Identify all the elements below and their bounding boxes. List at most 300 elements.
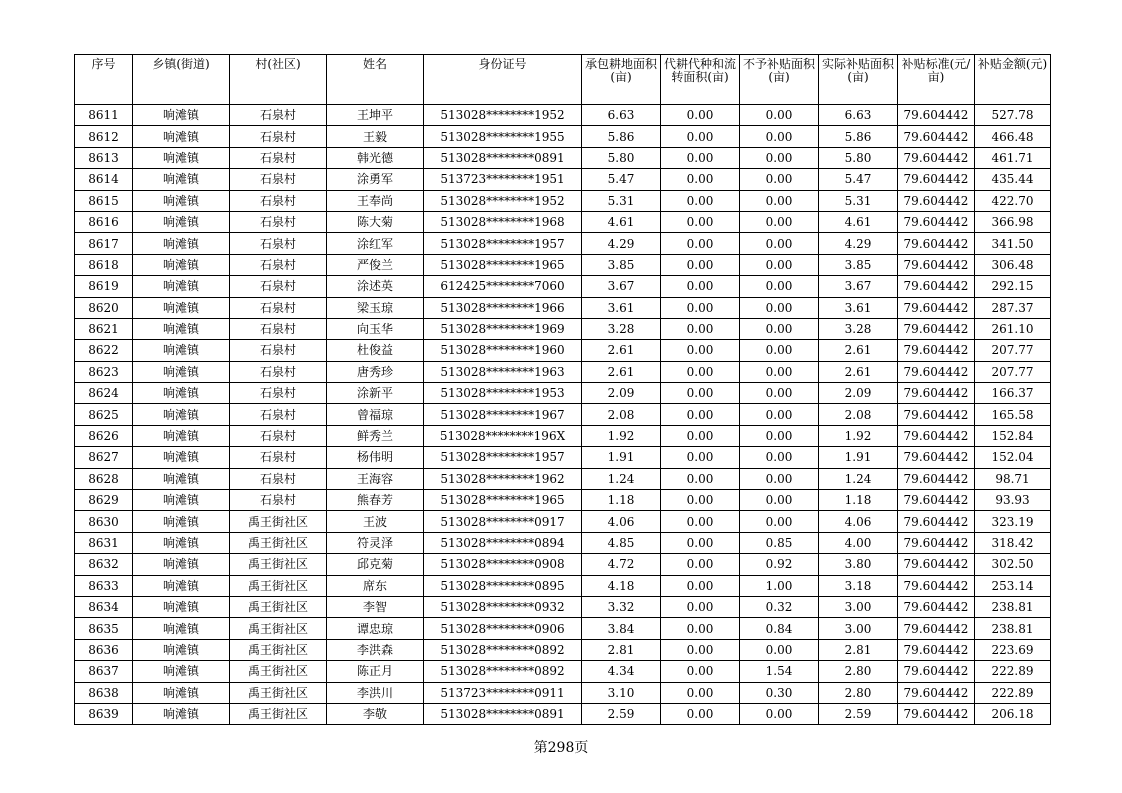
cell-contracted-area: 3.10 xyxy=(582,682,661,703)
cell-id-number: 513028********1966 xyxy=(424,297,582,318)
cell-id-number: 513028********0892 xyxy=(424,639,582,660)
subsidy-table xyxy=(74,54,1051,725)
cell-amount: 238.81 xyxy=(975,596,1051,617)
cell-excluded-area: 0.00 xyxy=(740,511,819,532)
cell-rate: 79.604442 xyxy=(898,639,975,660)
cell-index: 8620 xyxy=(75,297,133,318)
cell-village: 禹王街社区 xyxy=(230,596,327,617)
cell-id-number: 513028********0917 xyxy=(424,511,582,532)
table-row xyxy=(75,233,1051,254)
cell-rate: 79.604442 xyxy=(898,404,975,425)
cell-contracted-area: 1.24 xyxy=(582,468,661,489)
cell-id-number: 513723********0911 xyxy=(424,682,582,703)
cell-transfer-area: 0.00 xyxy=(661,575,740,596)
cell-village: 石泉村 xyxy=(230,490,327,511)
cell-contracted-area: 6.63 xyxy=(582,105,661,126)
cell-index: 8617 xyxy=(75,233,133,254)
cell-excluded-area: 0.00 xyxy=(740,276,819,297)
cell-excluded-area: 0.84 xyxy=(740,618,819,639)
cell-actual-area: 5.31 xyxy=(819,190,898,211)
cell-rate: 79.604442 xyxy=(898,233,975,254)
cell-transfer-area: 0.00 xyxy=(661,554,740,575)
cell-township: 响滩镇 xyxy=(133,254,230,275)
cell-actual-area: 3.61 xyxy=(819,297,898,318)
table-row xyxy=(75,404,1051,425)
table-row xyxy=(75,211,1051,232)
cell-amount: 98.71 xyxy=(975,468,1051,489)
cell-id-number: 513028********1968 xyxy=(424,211,582,232)
cell-village: 禹王街社区 xyxy=(230,618,327,639)
cell-id-number: 513028********0892 xyxy=(424,661,582,682)
cell-index: 8618 xyxy=(75,254,133,275)
col-header-rate: 补贴标准(元/亩) xyxy=(898,55,975,105)
table-row xyxy=(75,554,1051,575)
cell-contracted-area: 2.81 xyxy=(582,639,661,660)
header-row xyxy=(75,55,1051,105)
cell-village: 禹王街社区 xyxy=(230,554,327,575)
cell-index: 8639 xyxy=(75,703,133,724)
table-header xyxy=(75,55,1051,105)
cell-village: 禹王街社区 xyxy=(230,532,327,553)
cell-rate: 79.604442 xyxy=(898,425,975,446)
cell-rate: 79.604442 xyxy=(898,682,975,703)
cell-township: 响滩镇 xyxy=(133,233,230,254)
cell-index: 8637 xyxy=(75,661,133,682)
cell-township: 响滩镇 xyxy=(133,682,230,703)
cell-index: 8622 xyxy=(75,340,133,361)
cell-id-number: 513028********0891 xyxy=(424,147,582,168)
cell-excluded-area: 0.00 xyxy=(740,425,819,446)
cell-excluded-area: 0.00 xyxy=(740,361,819,382)
cell-transfer-area: 0.00 xyxy=(661,703,740,724)
table-row xyxy=(75,126,1051,147)
cell-transfer-area: 0.00 xyxy=(661,447,740,468)
cell-actual-area: 3.28 xyxy=(819,318,898,339)
cell-id-number: 513028********1962 xyxy=(424,468,582,489)
cell-index: 8619 xyxy=(75,276,133,297)
cell-village: 石泉村 xyxy=(230,211,327,232)
cell-transfer-area: 0.00 xyxy=(661,276,740,297)
cell-contracted-area: 2.61 xyxy=(582,361,661,382)
cell-rate: 79.604442 xyxy=(898,703,975,724)
cell-index: 8621 xyxy=(75,318,133,339)
cell-contracted-area: 4.85 xyxy=(582,532,661,553)
cell-index: 8633 xyxy=(75,575,133,596)
cell-village: 石泉村 xyxy=(230,361,327,382)
col-header-township: 乡镇(街道) xyxy=(133,55,230,105)
cell-index: 8611 xyxy=(75,105,133,126)
col-header-contracted-area: 承包耕地面积(亩) xyxy=(582,55,661,105)
cell-village: 石泉村 xyxy=(230,147,327,168)
cell-excluded-area: 0.00 xyxy=(740,639,819,660)
cell-actual-area: 3.18 xyxy=(819,575,898,596)
cell-rate: 79.604442 xyxy=(898,276,975,297)
cell-index: 8628 xyxy=(75,468,133,489)
cell-id-number: 513028********0908 xyxy=(424,554,582,575)
cell-village: 禹王街社区 xyxy=(230,682,327,703)
cell-rate: 79.604442 xyxy=(898,575,975,596)
cell-transfer-area: 0.00 xyxy=(661,169,740,190)
col-header-actual-area: 实际补贴面积(亩) xyxy=(819,55,898,105)
cell-amount: 166.37 xyxy=(975,383,1051,404)
cell-township: 响滩镇 xyxy=(133,383,230,404)
table-row xyxy=(75,147,1051,168)
cell-village: 石泉村 xyxy=(230,190,327,211)
table-row xyxy=(75,490,1051,511)
cell-index: 8635 xyxy=(75,618,133,639)
cell-name: 涂勇军 xyxy=(327,169,424,190)
cell-id-number: 513028********1957 xyxy=(424,233,582,254)
cell-contracted-area: 2.61 xyxy=(582,340,661,361)
table-row xyxy=(75,105,1051,126)
cell-transfer-area: 0.00 xyxy=(661,105,740,126)
cell-id-number: 513028********1953 xyxy=(424,383,582,404)
cell-rate: 79.604442 xyxy=(898,596,975,617)
cell-amount: 461.71 xyxy=(975,147,1051,168)
cell-index: 8626 xyxy=(75,425,133,446)
cell-amount: 223.69 xyxy=(975,639,1051,660)
cell-id-number: 513028********0932 xyxy=(424,596,582,617)
cell-rate: 79.604442 xyxy=(898,447,975,468)
cell-name: 李洪川 xyxy=(327,682,424,703)
table-row xyxy=(75,254,1051,275)
table-row xyxy=(75,276,1051,297)
cell-rate: 79.604442 xyxy=(898,211,975,232)
cell-id-number: 513028********1965 xyxy=(424,254,582,275)
cell-name: 王海容 xyxy=(327,468,424,489)
cell-transfer-area: 0.00 xyxy=(661,254,740,275)
table-row xyxy=(75,682,1051,703)
cell-id-number: 513028********1952 xyxy=(424,190,582,211)
col-header-amount: 补贴金额(元) xyxy=(975,55,1051,105)
cell-name: 梁玉琼 xyxy=(327,297,424,318)
col-header-transfer-area: 代耕代种和流转面积(亩) xyxy=(661,55,740,105)
cell-name: 谭忠琼 xyxy=(327,618,424,639)
cell-name: 王毅 xyxy=(327,126,424,147)
cell-excluded-area: 0.00 xyxy=(740,126,819,147)
cell-actual-area: 2.61 xyxy=(819,361,898,382)
cell-rate: 79.604442 xyxy=(898,147,975,168)
cell-transfer-area: 0.00 xyxy=(661,318,740,339)
cell-contracted-area: 4.18 xyxy=(582,575,661,596)
cell-township: 响滩镇 xyxy=(133,532,230,553)
cell-contracted-area: 4.06 xyxy=(582,511,661,532)
cell-rate: 79.604442 xyxy=(898,254,975,275)
cell-id-number: 513028********1965 xyxy=(424,490,582,511)
cell-amount: 253.14 xyxy=(975,575,1051,596)
cell-rate: 79.604442 xyxy=(898,340,975,361)
cell-township: 响滩镇 xyxy=(133,468,230,489)
cell-excluded-area: 0.00 xyxy=(740,190,819,211)
cell-name: 唐秀珍 xyxy=(327,361,424,382)
cell-village: 石泉村 xyxy=(230,468,327,489)
cell-amount: 207.77 xyxy=(975,361,1051,382)
table-row xyxy=(75,661,1051,682)
cell-contracted-area: 2.59 xyxy=(582,703,661,724)
cell-contracted-area: 3.85 xyxy=(582,254,661,275)
table-row xyxy=(75,468,1051,489)
cell-village: 禹王街社区 xyxy=(230,661,327,682)
cell-actual-area: 5.47 xyxy=(819,169,898,190)
cell-amount: 207.77 xyxy=(975,340,1051,361)
cell-name: 王波 xyxy=(327,511,424,532)
cell-rate: 79.604442 xyxy=(898,126,975,147)
cell-transfer-area: 0.00 xyxy=(661,297,740,318)
cell-actual-area: 1.92 xyxy=(819,425,898,446)
cell-actual-area: 2.59 xyxy=(819,703,898,724)
cell-index: 8632 xyxy=(75,554,133,575)
cell-rate: 79.604442 xyxy=(898,554,975,575)
table-row xyxy=(75,425,1051,446)
cell-township: 响滩镇 xyxy=(133,105,230,126)
cell-name: 李洪森 xyxy=(327,639,424,660)
cell-id-number: 513028********0895 xyxy=(424,575,582,596)
cell-village: 石泉村 xyxy=(230,318,327,339)
cell-rate: 79.604442 xyxy=(898,618,975,639)
cell-index: 8624 xyxy=(75,383,133,404)
cell-transfer-area: 0.00 xyxy=(661,468,740,489)
cell-township: 响滩镇 xyxy=(133,318,230,339)
cell-contracted-area: 2.09 xyxy=(582,383,661,404)
cell-id-number: 513028********0894 xyxy=(424,532,582,553)
cell-transfer-area: 0.00 xyxy=(661,383,740,404)
table-row xyxy=(75,169,1051,190)
cell-excluded-area: 0.00 xyxy=(740,105,819,126)
cell-amount: 422.70 xyxy=(975,190,1051,211)
cell-rate: 79.604442 xyxy=(898,361,975,382)
cell-id-number: 513028********196X xyxy=(424,425,582,446)
cell-name: 杜俊益 xyxy=(327,340,424,361)
cell-name: 熊春芳 xyxy=(327,490,424,511)
cell-actual-area: 2.08 xyxy=(819,404,898,425)
cell-transfer-area: 0.00 xyxy=(661,532,740,553)
cell-excluded-area: 0.00 xyxy=(740,233,819,254)
table-row xyxy=(75,383,1051,404)
cell-contracted-area: 3.28 xyxy=(582,318,661,339)
cell-township: 响滩镇 xyxy=(133,297,230,318)
cell-rate: 79.604442 xyxy=(898,468,975,489)
cell-rate: 79.604442 xyxy=(898,169,975,190)
cell-actual-area: 6.63 xyxy=(819,105,898,126)
cell-township: 响滩镇 xyxy=(133,596,230,617)
cell-village: 禹王街社区 xyxy=(230,639,327,660)
cell-transfer-area: 0.00 xyxy=(661,190,740,211)
cell-transfer-area: 0.00 xyxy=(661,340,740,361)
cell-actual-area: 2.81 xyxy=(819,639,898,660)
cell-rate: 79.604442 xyxy=(898,105,975,126)
cell-index: 8638 xyxy=(75,682,133,703)
cell-township: 响滩镇 xyxy=(133,639,230,660)
cell-amount: 341.50 xyxy=(975,233,1051,254)
cell-township: 响滩镇 xyxy=(133,554,230,575)
cell-amount: 222.89 xyxy=(975,682,1051,703)
cell-actual-area: 5.80 xyxy=(819,147,898,168)
cell-excluded-area: 0.00 xyxy=(740,468,819,489)
cell-township: 响滩镇 xyxy=(133,126,230,147)
cell-name: 涂红军 xyxy=(327,233,424,254)
cell-township: 响滩镇 xyxy=(133,511,230,532)
cell-index: 8625 xyxy=(75,404,133,425)
table-row xyxy=(75,318,1051,339)
cell-actual-area: 4.06 xyxy=(819,511,898,532)
cell-actual-area: 2.09 xyxy=(819,383,898,404)
cell-id-number: 513028********0891 xyxy=(424,703,582,724)
cell-name: 陈正月 xyxy=(327,661,424,682)
cell-excluded-area: 0.00 xyxy=(740,254,819,275)
cell-name: 邱克菊 xyxy=(327,554,424,575)
table-row xyxy=(75,532,1051,553)
col-header-index: 序号 xyxy=(75,55,133,105)
cell-transfer-area: 0.00 xyxy=(661,404,740,425)
cell-actual-area: 3.80 xyxy=(819,554,898,575)
cell-actual-area: 3.85 xyxy=(819,254,898,275)
cell-village: 石泉村 xyxy=(230,233,327,254)
cell-amount: 238.81 xyxy=(975,618,1051,639)
cell-amount: 93.93 xyxy=(975,490,1051,511)
cell-township: 响滩镇 xyxy=(133,340,230,361)
cell-id-number: 513028********1963 xyxy=(424,361,582,382)
cell-index: 8629 xyxy=(75,490,133,511)
cell-actual-area: 5.86 xyxy=(819,126,898,147)
cell-index: 8630 xyxy=(75,511,133,532)
cell-transfer-area: 0.00 xyxy=(661,211,740,232)
cell-village: 石泉村 xyxy=(230,254,327,275)
cell-transfer-area: 0.00 xyxy=(661,233,740,254)
cell-contracted-area: 2.08 xyxy=(582,404,661,425)
cell-excluded-area: 1.54 xyxy=(740,661,819,682)
cell-rate: 79.604442 xyxy=(898,490,975,511)
cell-transfer-area: 0.00 xyxy=(661,361,740,382)
cell-contracted-area: 5.31 xyxy=(582,190,661,211)
cell-excluded-area: 1.00 xyxy=(740,575,819,596)
table-row xyxy=(75,639,1051,660)
cell-id-number: 513723********1951 xyxy=(424,169,582,190)
cell-excluded-area: 0.00 xyxy=(740,297,819,318)
cell-village: 石泉村 xyxy=(230,169,327,190)
cell-index: 8614 xyxy=(75,169,133,190)
cell-excluded-area: 0.00 xyxy=(740,404,819,425)
cell-contracted-area: 4.29 xyxy=(582,233,661,254)
cell-contracted-area: 5.80 xyxy=(582,147,661,168)
cell-index: 8627 xyxy=(75,447,133,468)
cell-actual-area: 2.80 xyxy=(819,682,898,703)
cell-actual-area: 1.91 xyxy=(819,447,898,468)
cell-name: 涂新平 xyxy=(327,383,424,404)
cell-village: 石泉村 xyxy=(230,447,327,468)
cell-amount: 466.48 xyxy=(975,126,1051,147)
cell-transfer-area: 0.00 xyxy=(661,425,740,446)
cell-excluded-area: 0.00 xyxy=(740,447,819,468)
cell-amount: 435.44 xyxy=(975,169,1051,190)
cell-amount: 206.18 xyxy=(975,703,1051,724)
cell-actual-area: 4.00 xyxy=(819,532,898,553)
cell-amount: 302.50 xyxy=(975,554,1051,575)
cell-transfer-area: 0.00 xyxy=(661,490,740,511)
cell-actual-area: 3.67 xyxy=(819,276,898,297)
cell-contracted-area: 4.61 xyxy=(582,211,661,232)
table-row xyxy=(75,361,1051,382)
cell-village: 石泉村 xyxy=(230,297,327,318)
cell-id-number: 513028********0906 xyxy=(424,618,582,639)
cell-township: 响滩镇 xyxy=(133,661,230,682)
cell-actual-area: 2.61 xyxy=(819,340,898,361)
cell-excluded-area: 0.00 xyxy=(740,383,819,404)
cell-village: 石泉村 xyxy=(230,126,327,147)
cell-township: 响滩镇 xyxy=(133,169,230,190)
cell-name: 曾福琼 xyxy=(327,404,424,425)
cell-village: 石泉村 xyxy=(230,276,327,297)
cell-contracted-area: 1.18 xyxy=(582,490,661,511)
cell-name: 向玉华 xyxy=(327,318,424,339)
cell-amount: 287.37 xyxy=(975,297,1051,318)
cell-rate: 79.604442 xyxy=(898,532,975,553)
cell-id-number: 513028********1967 xyxy=(424,404,582,425)
cell-village: 石泉村 xyxy=(230,105,327,126)
cell-village: 石泉村 xyxy=(230,404,327,425)
table-row xyxy=(75,297,1051,318)
table-row xyxy=(75,190,1051,211)
table-row xyxy=(75,575,1051,596)
cell-amount: 165.58 xyxy=(975,404,1051,425)
cell-excluded-area: 0.00 xyxy=(740,169,819,190)
cell-name: 王坤平 xyxy=(327,105,424,126)
cell-contracted-area: 1.92 xyxy=(582,425,661,446)
cell-id-number: 513028********1969 xyxy=(424,318,582,339)
cell-actual-area: 4.29 xyxy=(819,233,898,254)
cell-contracted-area: 3.67 xyxy=(582,276,661,297)
col-header-id-number: 身份证号 xyxy=(424,55,582,105)
cell-transfer-area: 0.00 xyxy=(661,639,740,660)
table-row xyxy=(75,511,1051,532)
cell-index: 8612 xyxy=(75,126,133,147)
cell-actual-area: 1.18 xyxy=(819,490,898,511)
cell-village: 石泉村 xyxy=(230,383,327,404)
cell-transfer-area: 0.00 xyxy=(661,618,740,639)
cell-actual-area: 2.80 xyxy=(819,661,898,682)
cell-township: 响滩镇 xyxy=(133,703,230,724)
cell-contracted-area: 5.86 xyxy=(582,126,661,147)
col-header-village: 村(社区) xyxy=(230,55,327,105)
cell-rate: 79.604442 xyxy=(898,297,975,318)
cell-township: 响滩镇 xyxy=(133,190,230,211)
table-row xyxy=(75,340,1051,361)
cell-actual-area: 4.61 xyxy=(819,211,898,232)
cell-excluded-area: 0.00 xyxy=(740,340,819,361)
table-row xyxy=(75,596,1051,617)
cell-id-number: 513028********1955 xyxy=(424,126,582,147)
cell-id-number: 612425********7060 xyxy=(424,276,582,297)
cell-excluded-area: 0.30 xyxy=(740,682,819,703)
cell-index: 8613 xyxy=(75,147,133,168)
col-header-name: 姓名 xyxy=(327,55,424,105)
cell-township: 响滩镇 xyxy=(133,447,230,468)
cell-excluded-area: 0.00 xyxy=(740,490,819,511)
cell-actual-area: 1.24 xyxy=(819,468,898,489)
cell-amount: 261.10 xyxy=(975,318,1051,339)
cell-rate: 79.604442 xyxy=(898,190,975,211)
cell-transfer-area: 0.00 xyxy=(661,511,740,532)
cell-index: 8634 xyxy=(75,596,133,617)
cell-amount: 306.48 xyxy=(975,254,1051,275)
cell-actual-area: 3.00 xyxy=(819,618,898,639)
cell-contracted-area: 5.47 xyxy=(582,169,661,190)
cell-amount: 292.15 xyxy=(975,276,1051,297)
cell-name: 鲜秀兰 xyxy=(327,425,424,446)
col-header-excluded-area: 不予补贴面积(亩) xyxy=(740,55,819,105)
cell-index: 8631 xyxy=(75,532,133,553)
cell-township: 响滩镇 xyxy=(133,276,230,297)
cell-amount: 152.84 xyxy=(975,425,1051,446)
